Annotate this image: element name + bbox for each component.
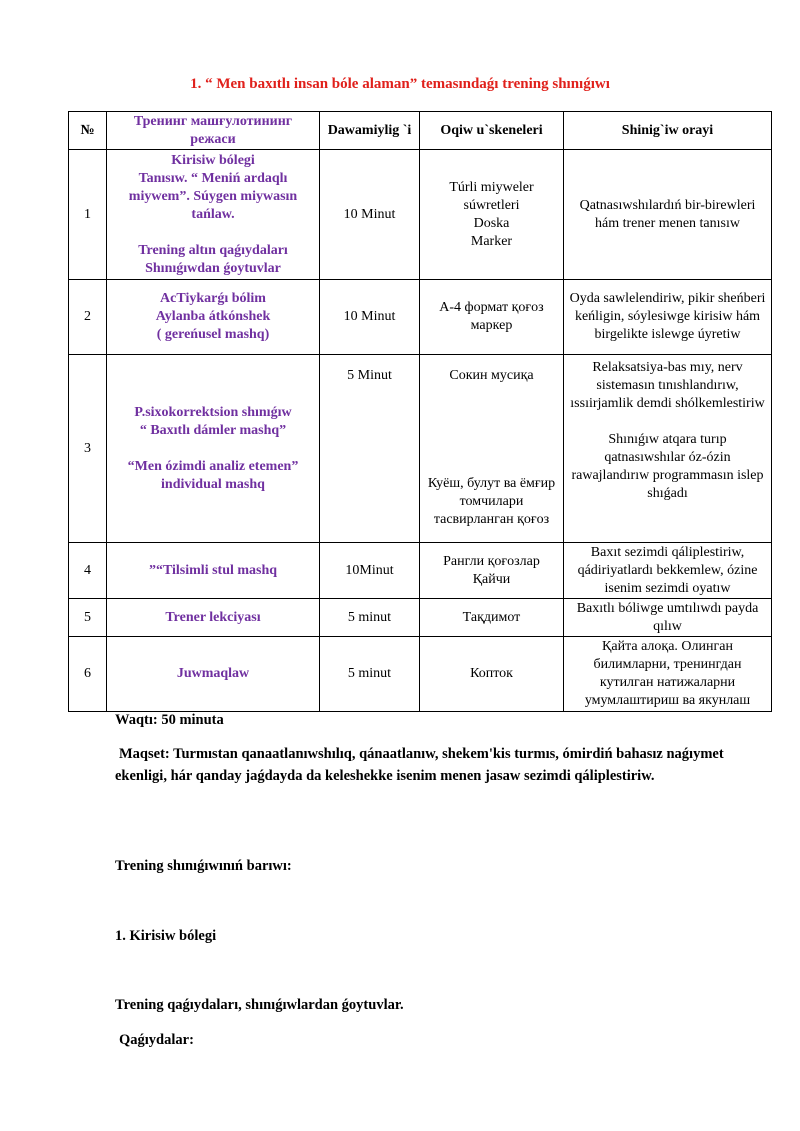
row-plan [107, 280, 320, 355]
place-line: Shınıǵıw atqara turıp qatnasıwshılar óz-ózin rawajlandırıw programmasın islep shıǵadı [571, 432, 764, 501]
row-duration: 5 minut [320, 637, 420, 712]
row-number: 2 [69, 280, 107, 355]
plan-line: ( gereńusel mashq) [156, 327, 270, 342]
row-duration: 5 Minut [320, 355, 420, 543]
table-row [69, 637, 772, 712]
row-duration: 5 minut [320, 599, 420, 637]
row-materials [420, 355, 564, 543]
table-row [69, 599, 772, 637]
document-title: 1. “ Men baxıtlı insan bóle alaman” temasındaǵı trening shınıǵıwı [190, 76, 610, 92]
row-duration: 10 Minut [320, 280, 420, 355]
rules-heading: Trening qaǵıydaları, shınıǵıwlardan ǵoytuvlar. [115, 997, 404, 1013]
material-line: Túrli miyweler [449, 179, 534, 195]
row-materials [420, 150, 564, 280]
row-place [564, 355, 772, 543]
table-row [69, 280, 772, 355]
table-row [69, 543, 772, 599]
row-place: Baxıt sezimdi qáliplestiriw, qádiriyatlardı bekkemlew, ózine isenim sezimdi oyatıw [564, 543, 772, 599]
row-plan [107, 355, 320, 543]
row-materials [420, 543, 564, 599]
row-plan: Juwmaqlaw [107, 637, 320, 712]
row-number: 3 [69, 355, 107, 543]
header-materials: Oqiw u`skeneleri [420, 112, 564, 150]
plan-line: Aylanba átkónshek [155, 309, 271, 324]
header-number: № [69, 112, 107, 150]
row-number: 1 [69, 150, 107, 280]
progress-heading: Trening shınıǵıwınıń barıwı: [115, 858, 292, 874]
material-line: Сокин мусиқа [449, 368, 534, 383]
row-materials: Тақдимот [420, 599, 564, 637]
time-line: Waqtı: 50 minuta [115, 712, 224, 728]
training-plan-table [68, 111, 772, 712]
row-plan: Trener lekciyası [107, 599, 320, 637]
row-place: Baxıtlı bóliwge umtılıwdı payda qılıw [564, 599, 772, 637]
section-heading: 1. Kirisiw bólegi [115, 928, 217, 944]
row-plan [107, 150, 320, 280]
material-line: súwretleri [463, 197, 520, 213]
row-number: 4 [69, 543, 107, 599]
row-place: Qatnasıwshılardıń bir-birewleri hám trener menen tanısıw [564, 150, 772, 280]
rules-label: Qaǵıydalar: [119, 1032, 194, 1048]
material-line: маркер [470, 318, 513, 333]
row-materials [420, 280, 564, 355]
plan-line: AcTiykarǵı bólim [160, 291, 266, 306]
row-duration: 10Minut [320, 543, 420, 599]
plan-line: “ Baxıtlı dámler mashq” [139, 422, 287, 438]
plan-line: Tanısıw. “ Meniń ardaqlı miywem”. Súygen miywasın tańlaw. [128, 170, 298, 222]
row-duration: 10 Minut [320, 150, 420, 280]
row-place: Oyda sawlelendiriw, pikir sheńberi keńligin, sóylesiwge kirisiw hám birgelikte islewge úyretiw [564, 280, 772, 355]
header-plan: Тренинг машғулотининг режаси [107, 112, 320, 150]
table-row [69, 355, 772, 543]
plan-line: Shınıǵıwdan ǵoytuvlar [145, 260, 281, 276]
place-line: Relaksatsiya-bas mıy, nerv sistemasın tınıshlandırıw, ıssıirjamlik demdi shólkemlestiriw [570, 360, 765, 411]
material-line: Куёш, булут ва ёмғир томчилари тасвирланган қоғоз [427, 476, 556, 527]
table-row [69, 150, 772, 280]
goal-paragraph: Maqset: Turmıstan qanaatlanıwshılıq, qánaatlanıw, shekem'kis turmıs, ómirdiń bahasız naǵıymet ekenligi, hár qanday jaǵdayda da keleshekke isenim menen jasaw sezimdi qáliplestiriw. [115, 746, 724, 784]
header-duration: Dawamiylig `i [320, 112, 420, 150]
material-line: Қайчи [472, 571, 511, 587]
plan-line: Trening altın qaǵıydaları [138, 242, 288, 258]
material-line: Рангли қоғозлар [443, 553, 540, 569]
plan-line: P.sixokorrektsion shınıǵıw [134, 404, 292, 420]
material-line: Marker [470, 233, 513, 249]
row-number: 5 [69, 599, 107, 637]
row-plan: ”“Tilsimli stul mashq [107, 543, 320, 599]
row-place: Қайта алоқа. Олинган билимларни, тренингдан кутилган натижаларни умумлаштириш ва якунлаш [564, 637, 772, 712]
row-number: 6 [69, 637, 107, 712]
material-line: А-4 формат қоғоз [439, 300, 544, 315]
material-line: Doska [473, 215, 510, 231]
row-materials: Копток [420, 637, 564, 712]
table-header-row [69, 112, 772, 150]
plan-line: Kirisiw bólegi [171, 152, 255, 168]
plan-line: “Men ózimdi analiz etemen” individual mashq [127, 458, 299, 492]
header-place: Shinig`iw orayi [564, 112, 772, 150]
